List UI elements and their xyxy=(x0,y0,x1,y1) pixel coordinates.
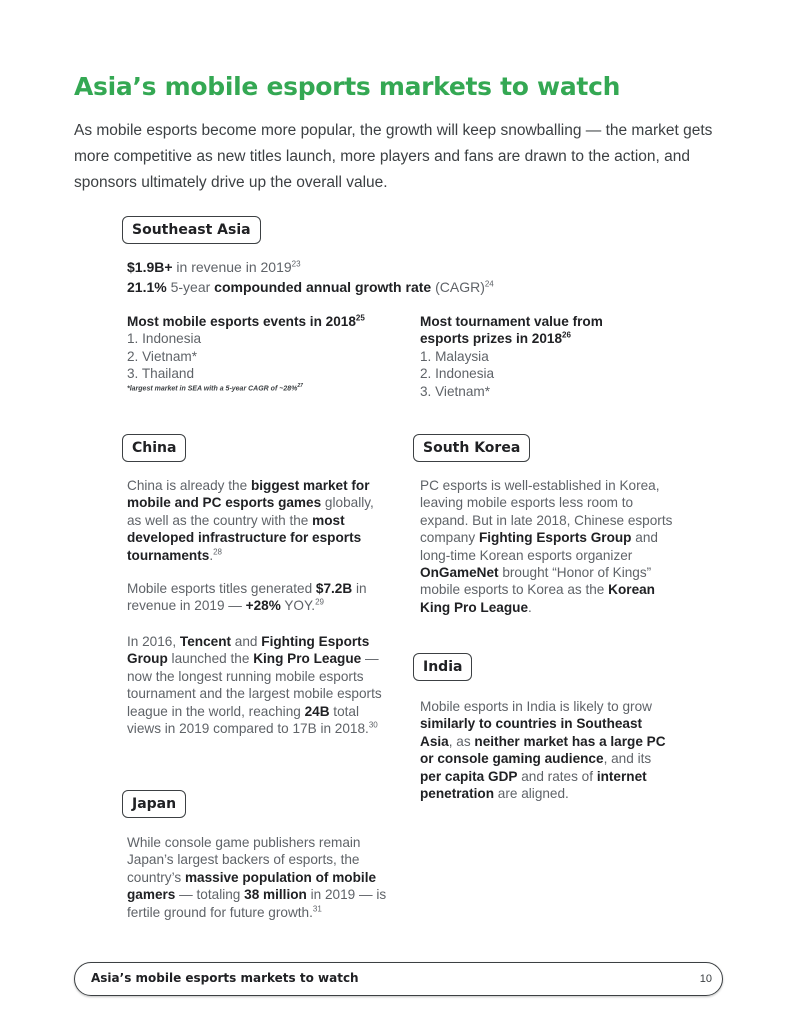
list-heading xyxy=(420,313,690,330)
footnote-ref: 27 xyxy=(297,383,303,389)
text: Mobile esports titles generated xyxy=(127,581,316,596)
region-tag-south-korea: South Korea xyxy=(413,434,530,462)
text: While console game publishers remain Japan’s largest backers of esports, the country’s xyxy=(127,835,361,885)
sea-cagr-stat xyxy=(127,279,494,295)
bold-text: massive population of mobile gamers xyxy=(127,869,377,903)
page-footer xyxy=(74,962,723,996)
text: YOY. xyxy=(280,598,316,614)
list-item: 3. Vietnam* xyxy=(420,383,491,399)
list-item: 3. Thailand xyxy=(127,366,195,382)
sea-prizes-list xyxy=(420,313,690,400)
intro-paragraph: As mobile esports become more popular, the growth will keep snowballing — the market gets more competitive as new titles launch, more players and fans are drawn to the action, and sponsors ultimately drive up the overall value. xyxy=(74,122,713,191)
bold-text: $7.2B xyxy=(315,581,353,596)
bold-text: internet penetration xyxy=(420,768,647,802)
page-title: Asia’s mobile esports markets to watch xyxy=(74,72,621,101)
region-tag-japan: Japan xyxy=(122,790,186,818)
south-korea-paragraph xyxy=(420,477,675,616)
text: are aligned. xyxy=(494,786,569,802)
sea-events-list xyxy=(127,313,397,383)
text: globally, as well as the country with the xyxy=(127,495,374,528)
footnote-ref: 28 xyxy=(213,547,223,557)
bold-text: similarly to countries in Southeast Asia xyxy=(420,716,643,749)
list-item: 1. Indonesia xyxy=(127,331,202,347)
text: . xyxy=(528,599,532,615)
footnote-ref: 31 xyxy=(312,904,322,914)
bold-text: King Pro League xyxy=(253,651,362,667)
sea-cagr-value: 21.1% xyxy=(127,279,167,295)
footnote-ref: 25 xyxy=(355,313,365,323)
text: total views in 2019 compared to 17B in 2018. xyxy=(127,703,369,737)
stat-text: 5-year xyxy=(166,279,215,295)
stat-text: (CAGR) xyxy=(431,279,485,295)
region-tag-china: China xyxy=(122,434,186,462)
bold-text: +28% xyxy=(245,598,281,614)
bold-text: neither market has a large PC or console gaming audience xyxy=(420,733,666,767)
bold-text: Fighting Esports Group xyxy=(127,634,370,667)
sea-revenue-value: $1.9B+ xyxy=(127,259,173,275)
bold-text: 38 million xyxy=(244,887,307,903)
bold-text: Fighting Esports Group xyxy=(478,530,632,546)
bold-text: per capita GDP xyxy=(420,768,518,784)
text: China is already the xyxy=(127,478,251,493)
sea-revenue-stat xyxy=(127,259,301,275)
china-paragraph-2 xyxy=(127,580,385,615)
text: — totaling xyxy=(175,887,245,903)
text: Mobile esports in India is likely to grow xyxy=(420,699,652,714)
list-heading-text: Most tournament value from xyxy=(420,314,603,329)
india-paragraph xyxy=(420,698,675,802)
china-paragraph-3 xyxy=(127,633,385,737)
list-heading-text: esports prizes in 2018 xyxy=(420,331,563,347)
text: PC esports is well-established in Korea, leaving mobile esports less room to expand. But in late 2018, Chinese esports company xyxy=(420,478,673,546)
list-heading xyxy=(420,330,690,347)
footnote-ref: 30 xyxy=(368,720,378,730)
text: in revenue in 2019 — xyxy=(127,581,367,614)
footnote-text: *largest market in SEA with a 5-year CAGR of ~28% xyxy=(127,385,298,393)
footnote-ref: 24 xyxy=(484,279,494,289)
japan-paragraph xyxy=(127,834,389,921)
region-tag-southeast-asia: Southeast Asia xyxy=(122,216,261,244)
page-number: 10 xyxy=(699,973,712,985)
text: . xyxy=(209,547,214,563)
china-paragraph-1 xyxy=(127,477,385,564)
footnote-ref: 29 xyxy=(315,597,324,607)
text: — now the longest running mobile esports tournament and the largest mobile esports league in the world, reaching xyxy=(127,651,382,719)
bold-text: OnGameNet xyxy=(420,565,499,581)
list-item: 2. Vietnam* xyxy=(127,348,198,364)
bold-text: 24B xyxy=(304,703,330,719)
text: brought “Honor of Kings” mobile esports to Korea as the xyxy=(420,565,652,598)
list-heading-text: Most mobile esports events in 2018 xyxy=(127,314,356,329)
text: , as xyxy=(448,733,475,749)
text: and long-time Korean esports organizer xyxy=(420,530,658,563)
bold-text: Tencent xyxy=(179,634,232,649)
footnote-ref: 26 xyxy=(562,330,571,340)
bold-text: Korean King Pro League xyxy=(420,582,655,615)
list-item: 2. Indonesia xyxy=(420,366,495,382)
bold-text: biggest market for mobile and PC esports games xyxy=(127,478,370,511)
sea-footnote xyxy=(127,383,303,392)
region-tag-india: India xyxy=(413,653,472,681)
text: launched the xyxy=(167,651,254,667)
bold-text: most developed infrastructure for esports tournaments xyxy=(127,512,362,563)
text: , and its xyxy=(603,751,652,767)
text: and xyxy=(231,634,262,649)
list-item: 1. Malaysia xyxy=(420,348,489,364)
text: In 2016, xyxy=(127,634,180,649)
sea-revenue-text: in revenue in 2019 xyxy=(172,259,292,275)
footnote-ref: 23 xyxy=(291,259,301,269)
text: and rates of xyxy=(517,768,597,784)
footer-title: Asia’s mobile esports markets to watch xyxy=(91,971,359,985)
text: in 2019 — is fertile ground for future growth. xyxy=(127,887,387,920)
list-heading xyxy=(127,313,397,330)
stat-bold: compounded annual growth rate xyxy=(214,279,432,295)
